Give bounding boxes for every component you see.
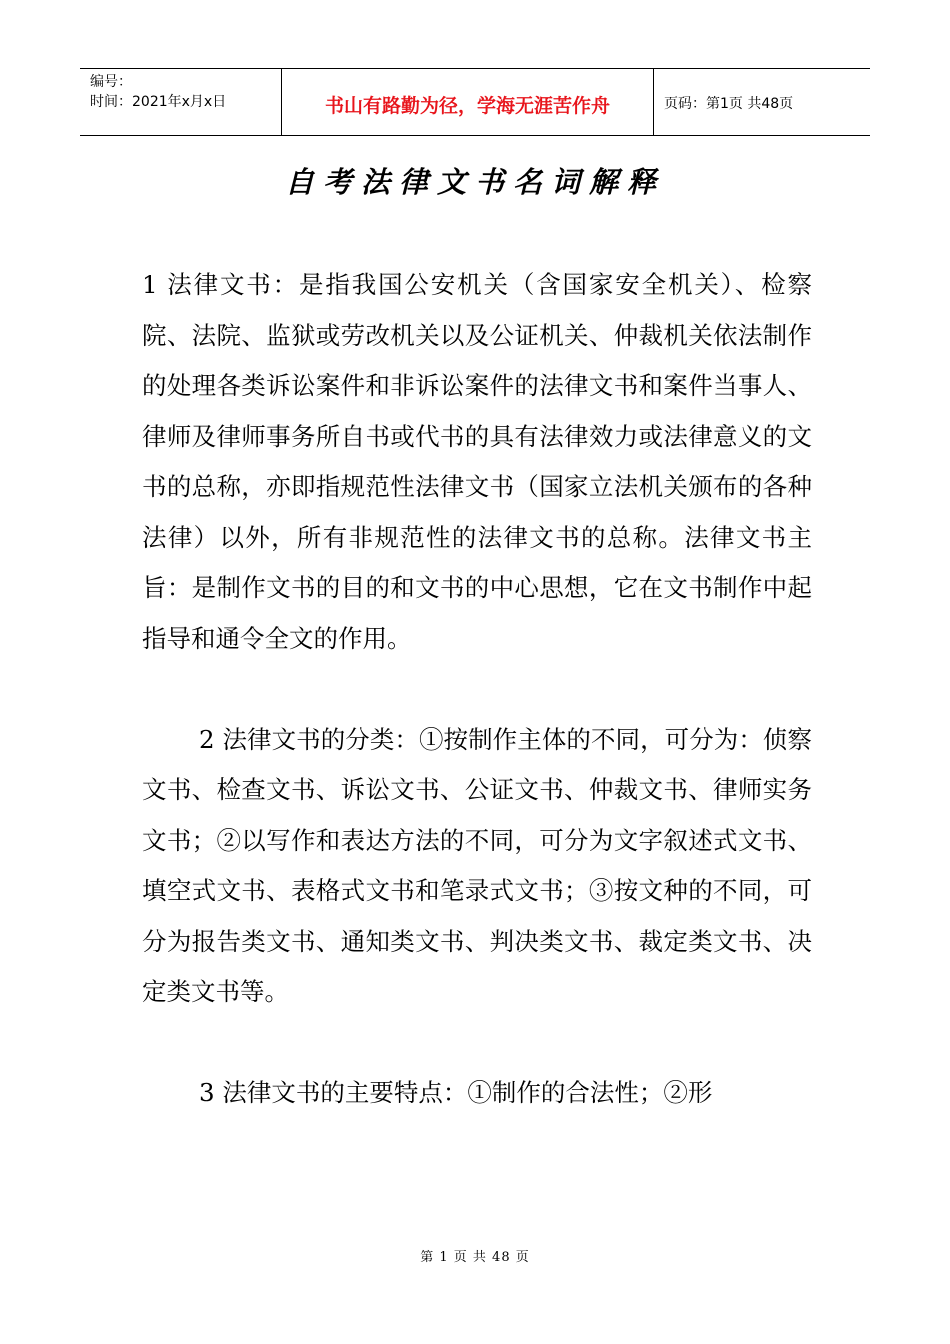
page-header: [80, 68, 870, 136]
page-footer: 第 1 页 共 48 页: [420, 1250, 530, 1265]
paragraph-1: 1 法律文书：是指我国公安机关（含国家安全机关）、检察院、法院、监狱或劳改机关以及公证机关、仲裁机关依法制作的处理各类诉讼案件和非诉讼案件的法律文书和案件当事人、律师及律师事务所自书或代书的具有法律效力或法律意义的文书的总称，亦即指规范性法律文书（国家立法机关颁布的各种法律）以外，所有非规范性的法律文书的总称。法律文书主旨：是制作文书的目的和文书的中心思想，它在文书制作中起指导和通令全文的作用。: [142, 270, 812, 653]
paragraph-2: 2 法律文书的分类：①按制作主体的不同，可分为：侦察文书、检查文书、诉讼文书、公证文书、仲裁文书、律师实务文书；②以写作和表达方法的不同，可分为文字叙述式文书、填空式文书、表格式文书和笔录式文书；③按文种的不同，可分为报告类文书、通知类文书、判决类文书、裁定类文书、决定类文书等。: [142, 724, 812, 1006]
document-body: [142, 260, 812, 1169]
paragraph-3: 3 法律文书的主要特点：①制作的合法性；②形: [199, 1078, 713, 1107]
header-meta: [80, 69, 282, 135]
document-title: 自考法律文书名词解释: [284, 165, 665, 199]
document-number-label: 编号：: [90, 74, 132, 90]
document-time-label: 时间：2021年x月x日: [90, 94, 227, 110]
header-page-info: 页码：第1页 共48页: [664, 96, 794, 112]
header-motto: 书山有路勤为径，学海无涯苦作舟: [282, 69, 654, 135]
